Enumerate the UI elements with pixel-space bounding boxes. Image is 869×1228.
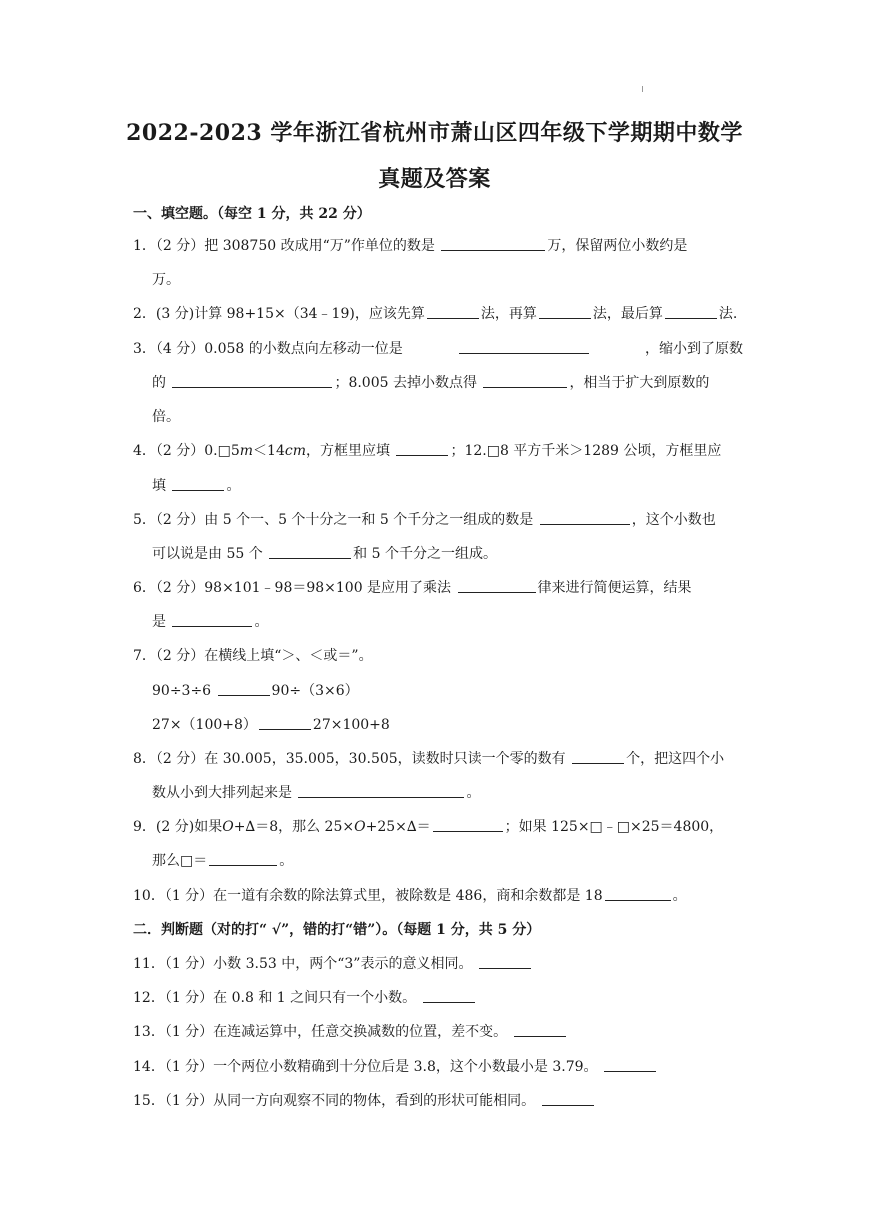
q9-var-o: O <box>222 819 234 835</box>
q8-text-2: 个，把这四个小 <box>626 751 725 767</box>
title-line-2: 真题及答案 <box>378 166 491 192</box>
answer-blank <box>572 749 624 764</box>
q5-text-2: ，这个小数也 <box>631 512 716 528</box>
q9-text: 9．(2 分)如果 <box>133 819 223 835</box>
q8-text-4: 。 <box>466 785 481 801</box>
q3-cont <box>152 373 742 393</box>
answer-blank <box>459 339 589 354</box>
q6-text-3: 是 <box>152 614 166 630</box>
answer-blank <box>172 373 332 388</box>
q9-text-6: 。 <box>279 853 294 869</box>
q13-text: 13．（1 分）在连减运算中，任意交换减数的位置，差不变。 <box>133 1024 508 1040</box>
answer-blank <box>542 1091 594 1106</box>
scan-mark <box>642 86 643 92</box>
q7-expr-2: 90÷（3×6） <box>271 683 359 699</box>
answer-blank <box>540 510 630 525</box>
answer-blank <box>665 304 717 319</box>
question-3 <box>133 339 743 359</box>
q4-text-4: ；12.□8 平方千米＞1289 公顷，方框里应 <box>450 443 722 459</box>
q4-unit-m: m <box>239 443 254 459</box>
q5-text-4: 和 5 个千分之一组成。 <box>353 546 497 562</box>
title-line-1: 2022-2023 学年浙江省杭州市萧山区四年级下学期期中数学 <box>126 120 743 146</box>
q8-text: 8．（2 分）在 30.005，35.005，30.505，读数时只读一个零的数有 <box>133 751 566 767</box>
question-2 <box>133 304 743 324</box>
q3-cont-2: 倍。 <box>152 409 180 425</box>
answer-blank <box>458 578 536 593</box>
q4-text-2: ＜14 <box>253 443 285 459</box>
answer-blank <box>427 304 479 319</box>
q4-cont <box>152 476 742 496</box>
question-12 <box>133 988 743 1008</box>
q7-expr-4: 27×100+8 <box>312 717 390 733</box>
q9-text-3: +25×∆＝ <box>365 819 431 835</box>
answer-blank <box>218 681 270 696</box>
q2-text-3: 法，最后算 <box>592 306 663 322</box>
q9-text-5: 那么□＝ <box>152 853 208 869</box>
question-13 <box>133 1022 743 1042</box>
answer-blank <box>483 373 567 388</box>
q3-text-3: 的 <box>152 375 166 391</box>
question-8 <box>133 749 743 769</box>
q3-text-4: ；8.005 去掉小数点得 <box>334 375 477 391</box>
q3-text-5: ，相当于扩大到原数的 <box>569 375 710 391</box>
question-9 <box>133 817 743 837</box>
q6-text: 6．（2 分）98×101﹣98＝98×100 是应用了乘法 <box>133 580 452 596</box>
answer-blank <box>423 988 475 1003</box>
q4-unit-cm: cm <box>284 443 306 459</box>
q12-text: 12．（1 分）在 0.8 和 1 之间只有一个小数。 <box>133 990 417 1006</box>
section-2-heading: 二．判断题（对的打“ √”，错的打“错”）。（每题 1 分，共 5 分） <box>133 922 541 938</box>
q11-text: 11．（1 分）小数 3.53 中，两个“3”表示的意义相同。 <box>133 956 473 972</box>
question-10 <box>133 886 743 906</box>
q9-text-4: ；如果 125×□﹣□×25＝4800， <box>504 819 724 835</box>
q5-cont <box>152 544 742 564</box>
question-6 <box>133 578 743 598</box>
q15-text: 15．（1 分）从同一方向观察不同的物体，看到的形状可能相同。 <box>133 1093 536 1109</box>
q6-text-2: 律来进行简便运算，结果 <box>537 580 692 596</box>
section-1-heading: 一、填空题。（每空 1 分，共 22 分） <box>133 206 371 222</box>
q9-var-o-2: O <box>354 819 366 835</box>
q4-text-3: ，方框里应填 <box>306 443 390 459</box>
q4-text: 4．（2 分）0.□5 <box>133 443 240 459</box>
question-11 <box>133 954 743 974</box>
answer-blank <box>479 954 531 969</box>
q9-cont <box>152 851 742 871</box>
q6-text-4: 。 <box>254 614 269 630</box>
answer-blank <box>259 715 311 730</box>
q3-text-2: ，缩小到了原数 <box>644 341 743 357</box>
q8-text-3: 数从小到大排列起来是 <box>152 785 292 801</box>
q3-text: 3．（4 分）0.058 的小数点向左移动一位是 <box>133 341 403 357</box>
question-4 <box>133 441 743 461</box>
q14-text: 14．（1 分）一个两位小数精确到十分位后是 3.8，这个小数最小是 3.79。 <box>133 1059 598 1075</box>
answer-blank <box>605 886 671 901</box>
answer-blank <box>539 304 591 319</box>
q2-text-2: 法，再算 <box>480 306 537 322</box>
answer-blank <box>441 236 545 251</box>
q10-text: 10．（1 分）在一道有余数的除法算式里，被除数是 486，商和余数都是 18 <box>133 888 603 904</box>
answer-blank <box>433 817 503 832</box>
q4-text-6: 。 <box>226 478 241 494</box>
q7-compare-1 <box>152 681 742 701</box>
q7-compare-2 <box>152 715 742 735</box>
q1-text-2: 万，保留两位小数约是 <box>547 238 688 254</box>
answer-blank <box>604 1057 656 1072</box>
q7-expr-1: 90÷3÷6 <box>152 683 212 699</box>
q5-text: 5．（2 分）由 5 个一、5 个十分之一和 5 个千分之一组成的数是 <box>133 512 534 528</box>
q9-text-2: +∆＝8，那么 25× <box>233 819 355 835</box>
q4-text-5: 填 <box>152 478 166 494</box>
q10-text-2: 。 <box>672 888 687 904</box>
answer-blank <box>514 1022 566 1037</box>
q8-cont <box>152 783 742 803</box>
q2-text: 2．(3 分)计算 98+15×（34﹣19)，应该先算 <box>133 306 425 322</box>
answer-blank <box>269 544 351 559</box>
question-7: 7．（2 分）在横线上填“＞、＜或＝”。 <box>133 648 373 664</box>
question-5 <box>133 510 743 530</box>
answer-blank <box>172 476 224 491</box>
answer-blank <box>172 612 252 627</box>
question-1 <box>133 236 743 256</box>
q6-cont <box>152 612 742 632</box>
question-15 <box>133 1091 743 1111</box>
answer-blank <box>396 441 448 456</box>
q1-text: 1．（2 分）把 308750 改成用“万”作单位的数是 <box>133 238 435 254</box>
q1-cont: 万。 <box>152 272 180 288</box>
q2-text-4: 法. <box>718 306 738 322</box>
question-14 <box>133 1057 743 1077</box>
q7-expr-3: 27×（100+8） <box>152 717 257 733</box>
answer-blank <box>298 783 464 798</box>
answer-blank <box>209 851 277 866</box>
q5-text-3: 可以说是由 55 个 <box>152 546 263 562</box>
